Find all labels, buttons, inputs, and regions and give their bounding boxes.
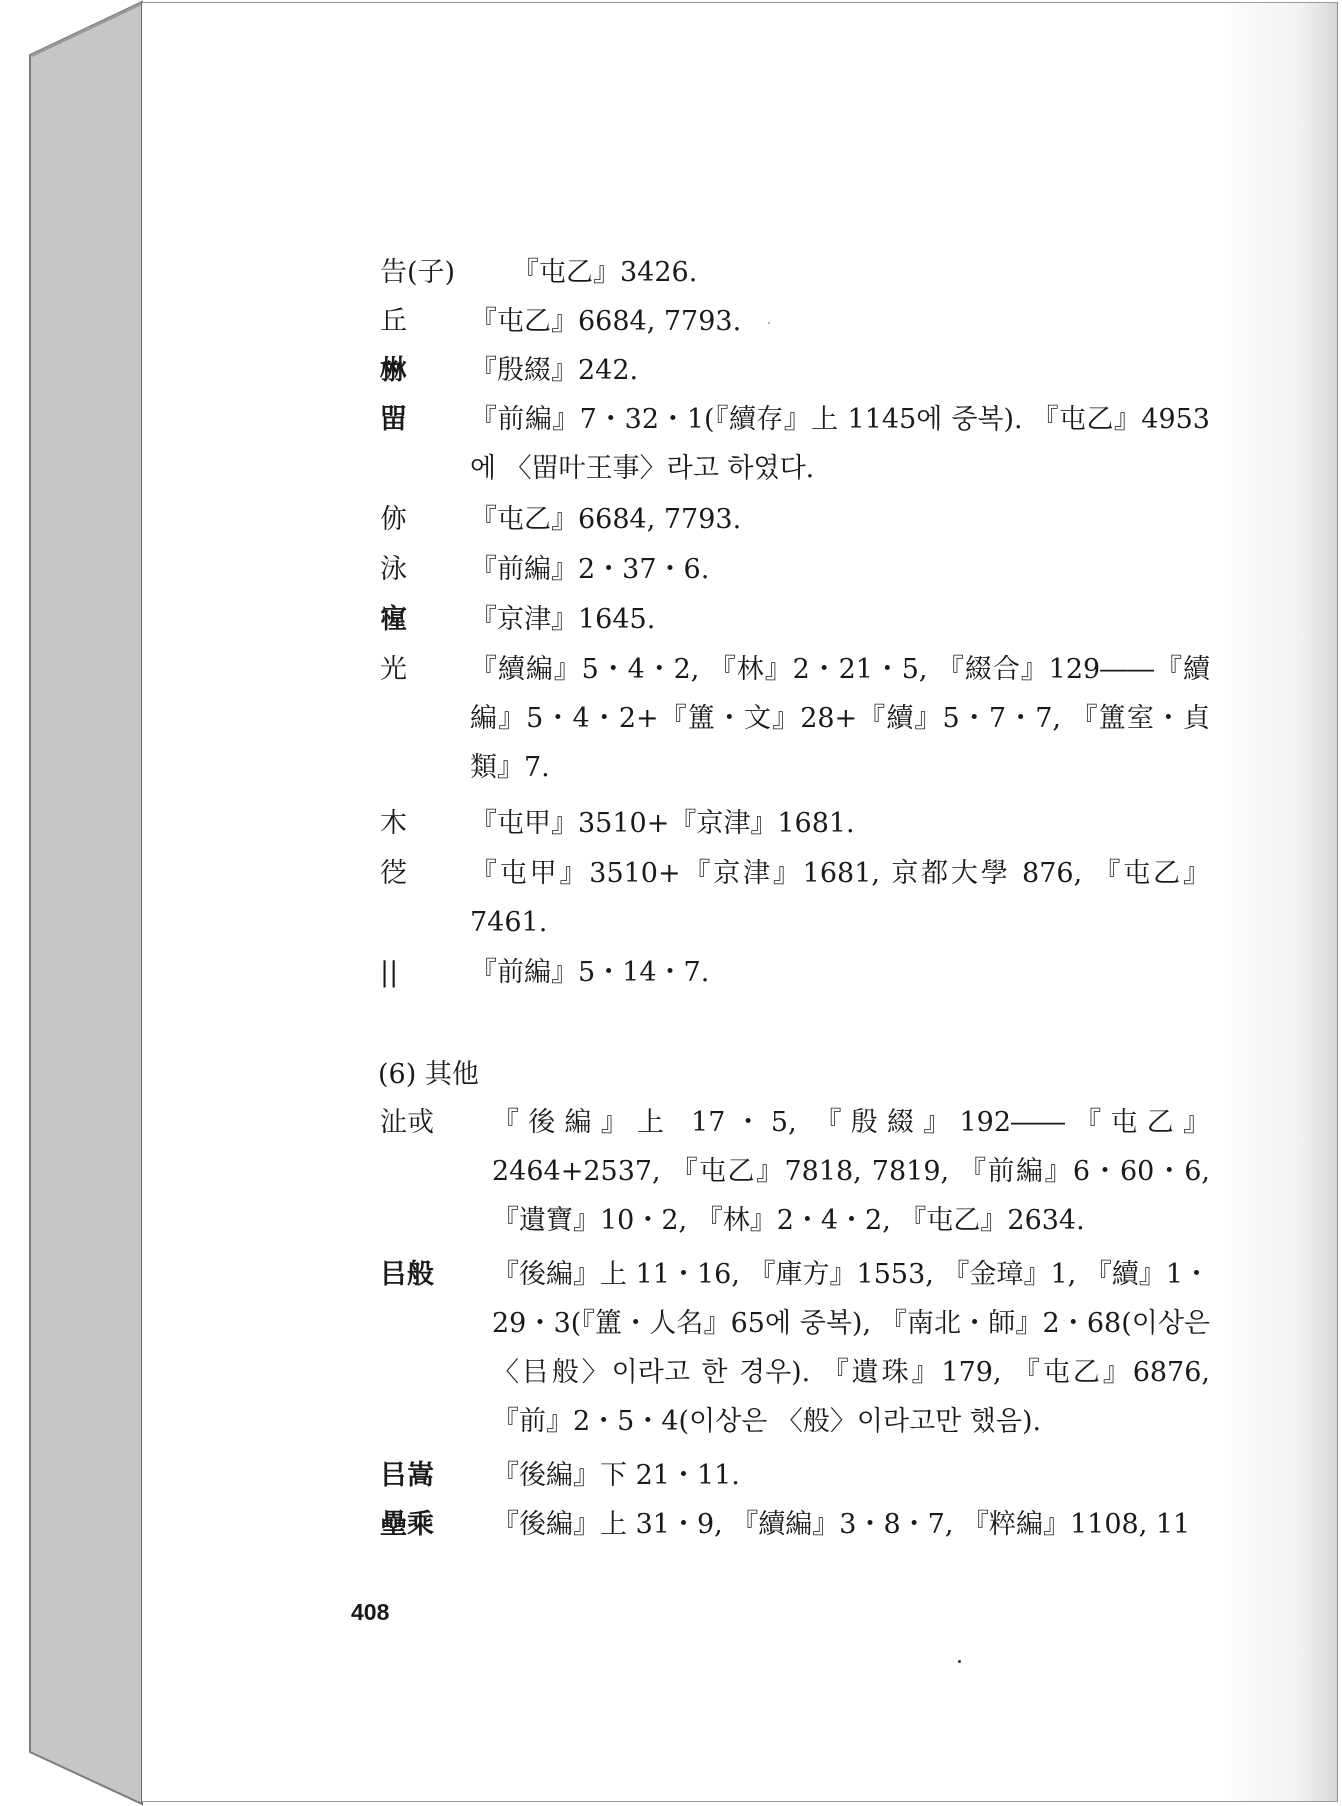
entry-headword: 㽞 [380, 404, 407, 435]
entry-headword: 沚戓 [380, 1107, 434, 1138]
entry-headword: 光 [380, 654, 407, 685]
scan-speck [958, 1660, 961, 1663]
entry-headword: 木 [380, 808, 407, 839]
entry-headword: 㠯嵩 [380, 1460, 434, 1491]
entry-headword: 泳 [380, 554, 407, 585]
page-number: 408 [351, 1599, 390, 1625]
entry-references: 『後編』下 21・11. [492, 1460, 740, 1491]
entry-headword: 㴇 [380, 355, 407, 386]
entry-references: 『前編』7・32・1(『續存』上 1145에 중복). 『屯乙』4953에 〈㽞叶王事〉라고 하였다. [470, 404, 1210, 484]
section-heading: (6) 其他 [378, 1059, 479, 1090]
entry-headword: 丘 [380, 306, 407, 337]
entry-references: 『京津』1645. [470, 604, 656, 635]
entry-references: 『前編』2・37・6. [470, 554, 710, 585]
entry-references: 『屯甲』3510+『京津』1681. [470, 808, 855, 839]
entry-headword: 告(子) [380, 257, 456, 288]
entry-references: 『前編』5・14・7. [470, 957, 710, 988]
entry-headword: 徔 [380, 858, 407, 889]
entry-references: 『續編』5・4・2, 『林』2・21・5, 『綴合』129――『續編』5・4・2+『簠・文』28+『續』5・7・7, 『簠室・貞類』7. [470, 654, 1210, 783]
entry-headword: 㝭 [380, 604, 407, 635]
entry-references: 『後編』上 11・16, 『庫方』1553, 『金璋』1, 『續』1・29・3(『簠・人名』65에 중복), 『南北・師』2・68(이상은 〈㠯般〉이라고 한 경우). 『遺珠』179, 『屯乙』6876, 『前』2・5・4(이상은 〈般〉이라고만 했음). [492, 1259, 1210, 1437]
entry-references: 『屯甲』3510+『京津』1681, 京都大學 876, 『屯乙』7461. [470, 858, 1210, 938]
entry-headword: 㑊 [380, 504, 407, 535]
entry-references: 『殷綴』242. [470, 355, 639, 386]
scan-speck [768, 322, 770, 324]
entry-references: 『後編』上 31・9, 『續編』3・8・7, 『粹編』1108, 11 [492, 1509, 1191, 1540]
entry-references: 『後編』上 17・5, 『殷綴』192――『屯乙』2464+2537, 『屯乙』7818, 7819, 『前編』6・60・6, 『遺寶』10・2, 『林』2・4・2, 『屯乙』2634. [492, 1107, 1210, 1236]
entry-references: 『屯乙』3426. [512, 257, 698, 288]
entry-headword: 㠯般 [380, 1259, 434, 1290]
entry-references: 『屯乙』6684, 7793. [470, 504, 742, 535]
entry-references: 『屯乙』6684, 7793. [470, 306, 742, 337]
entry-headword: 壘乘 [380, 1509, 434, 1540]
entry-headword: || [380, 957, 399, 988]
